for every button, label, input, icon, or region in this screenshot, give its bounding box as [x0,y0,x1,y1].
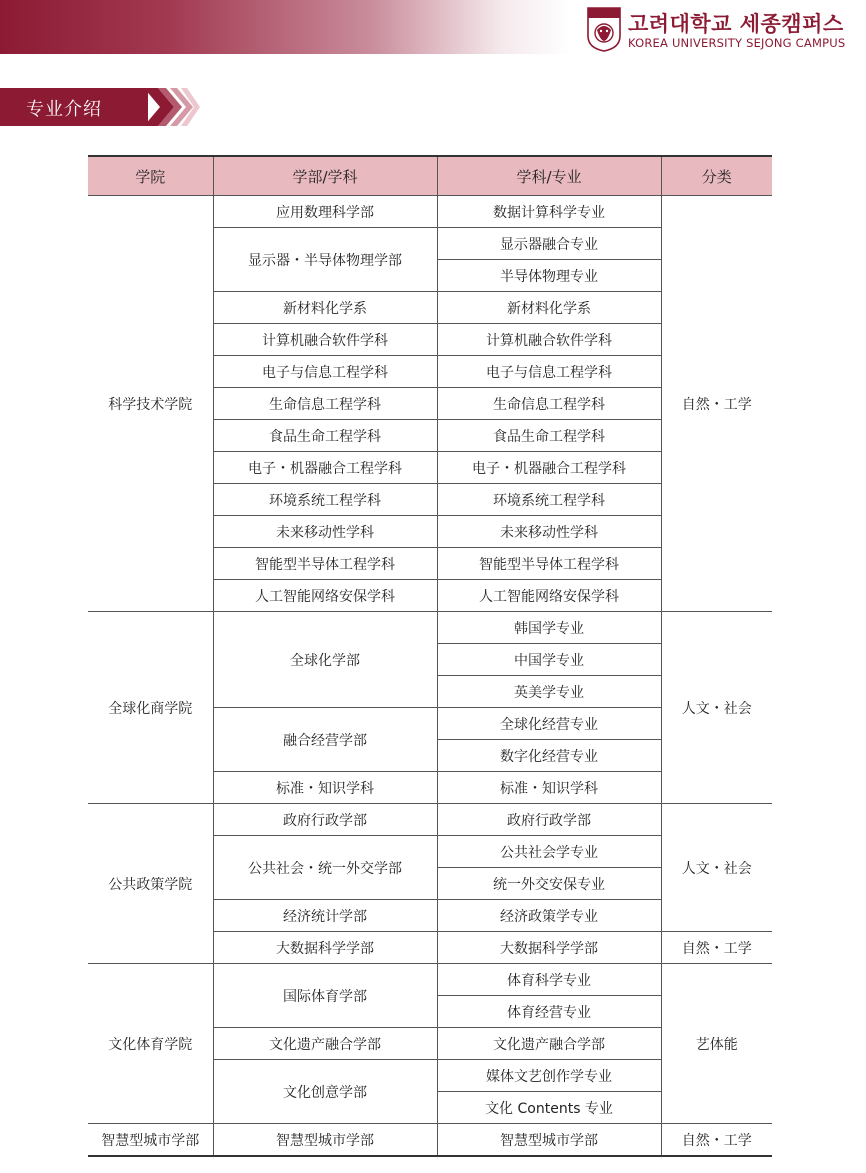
table-row [88,964,772,996]
section-title: 专业介绍 [26,99,102,120]
college-cell: 全球化商学院 [88,612,213,804]
header-category: 分类 [661,156,772,196]
department-cell: 文化遗产融合学部 [213,1028,437,1060]
department-cell: 人工智能网络安保学科 [213,580,437,612]
department-cell: 智慧型城市学部 [213,1124,437,1157]
category-cell: 人文・社会 [661,804,772,932]
department-cell: 融合经营学部 [213,708,437,772]
department-cell: 政府行政学部 [213,804,437,836]
major-cell: 人工智能网络安保学科 [437,580,661,612]
category-cell: 自然・工学 [661,1124,772,1157]
majors-table [88,155,772,1157]
department-cell: 国际体育学部 [213,964,437,1028]
major-cell: 未来移动性学科 [437,516,661,548]
department-cell: 文化创意学部 [213,1060,437,1124]
major-cell: 大数据科学学部 [437,932,661,964]
department-cell: 电子与信息工程学科 [213,356,437,388]
department-cell: 全球化学部 [213,612,437,708]
college-cell: 文化体育学院 [88,964,213,1124]
major-cell: 智慧型城市学部 [437,1124,661,1157]
table-row [88,1124,772,1157]
major-cell: 文化 Contents 专业 [437,1092,661,1124]
college-cell: 智慧型城市学部 [88,1124,213,1157]
department-cell: 电子・机器融合工程学科 [213,452,437,484]
major-cell: 经济政策学专业 [437,900,661,932]
major-cell: 全球化经营专业 [437,708,661,740]
logo-english-text: KOREA UNIVERSITY SEJONG CAMPUS [628,36,846,50]
major-cell: 公共社会学专业 [437,836,661,868]
department-cell: 标准・知识学科 [213,772,437,804]
header-gradient-band [0,0,570,54]
department-cell: 智能型半导体工程学科 [213,548,437,580]
major-cell: 体育经营专业 [437,996,661,1028]
department-cell: 经济统计学部 [213,900,437,932]
major-cell: 生命信息工程学科 [437,388,661,420]
department-cell: 大数据科学学部 [213,932,437,964]
chevron-arrows-icon [144,88,200,126]
category-cell: 艺体能 [661,964,772,1124]
major-cell: 电子与信息工程学科 [437,356,661,388]
major-cell: 计算机融合软件学科 [437,324,661,356]
major-cell: 半导体物理专业 [437,260,661,292]
major-cell: 政府行政学部 [437,804,661,836]
department-cell: 公共社会・统一外交学部 [213,836,437,900]
major-cell: 数字化经营专业 [437,740,661,772]
department-cell: 应用数理科学部 [213,196,437,228]
tiger-emblem-icon [586,6,622,52]
major-cell: 环境系统工程学科 [437,484,661,516]
department-cell: 新材料化学系 [213,292,437,324]
department-cell: 食品生命工程学科 [213,420,437,452]
major-cell: 智能型半导体工程学科 [437,548,661,580]
college-cell: 公共政策学院 [88,804,213,964]
table-row [88,804,772,836]
department-cell: 未来移动性学科 [213,516,437,548]
department-cell: 显示器・半导体物理学部 [213,228,437,292]
major-cell: 统一外交安保专业 [437,868,661,900]
department-cell: 环境系统工程学科 [213,484,437,516]
major-cell: 新材料化学系 [437,292,661,324]
major-cell: 数据计算科学专业 [437,196,661,228]
category-cell: 自然・工学 [661,196,772,612]
university-logo [584,6,854,54]
table-row [88,196,772,228]
header-college: 学院 [88,156,213,196]
category-cell: 自然・工学 [661,932,772,964]
major-cell: 体育科学专业 [437,964,661,996]
major-cell: 媒体文艺创作学专业 [437,1060,661,1092]
table-row [88,612,772,644]
major-cell: 英美学专业 [437,676,661,708]
department-cell: 生命信息工程学科 [213,388,437,420]
major-cell: 显示器融合专业 [437,228,661,260]
major-cell: 标准・知识学科 [437,772,661,804]
major-cell: 文化遗产融合学部 [437,1028,661,1060]
header-major: 学科/专业 [437,156,661,196]
college-cell: 科学技术学院 [88,196,213,612]
major-cell: 韩国学专业 [437,612,661,644]
department-cell: 计算机融合软件学科 [213,324,437,356]
logo-korean-text: 고려대학교 세종캠퍼스 [628,12,844,36]
header-department: 学部/学科 [213,156,437,196]
major-cell: 食品生命工程学科 [437,420,661,452]
major-cell: 电子・机器融合工程学科 [437,452,661,484]
category-cell: 人文・社会 [661,612,772,804]
table-header-row [88,156,772,196]
major-cell: 中国学专业 [437,644,661,676]
